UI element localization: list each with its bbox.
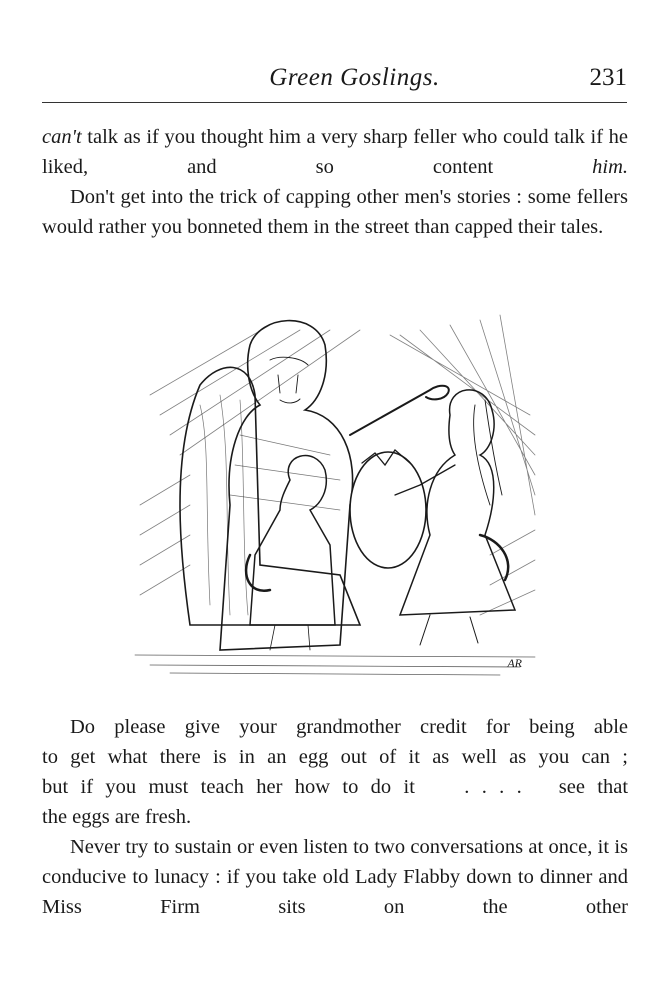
paragraph-1 bbox=[42, 122, 628, 182]
spoon bbox=[350, 386, 449, 435]
running-title: Green Goslings. bbox=[269, 64, 440, 91]
paragraph-3-line-4: the eggs are fresh. bbox=[42, 806, 192, 828]
illustration-signature: AR bbox=[507, 656, 522, 670]
paragraph-3-line-1: Do please give your grandmother credit for being able bbox=[70, 716, 628, 738]
paragraph-3-line-2: to get what there is in an egg out of it as well as you can ; bbox=[42, 746, 628, 768]
paragraph-1-body: talk as if you thought him a very sharp feller who could talk if he liked, and so content bbox=[42, 126, 628, 178]
floor-lines bbox=[135, 655, 535, 675]
background-hatching bbox=[140, 315, 535, 615]
egg bbox=[350, 452, 426, 568]
page-header bbox=[42, 62, 627, 103]
paragraph-3-line-3-end: see that bbox=[558, 776, 629, 798]
italic-word-cant: can't bbox=[42, 126, 82, 148]
small-girl-figure bbox=[250, 456, 335, 625]
paragraph-4: Never try to sustain or even listen to two conversations at once, it is conducive to lunacy : if you take old Lady Flabby down to dinner and Miss Firm sits on the other bbox=[42, 836, 628, 918]
engraving-illustration bbox=[130, 305, 542, 685]
paragraph-2: Don't get into the trick of capping other men's stories : some fellers would rather you bonneted them in the street than capped their tales. bbox=[42, 186, 628, 238]
top-text-block bbox=[42, 122, 628, 242]
paragraph-3-line-3-start: but if you must teach her how to do it bbox=[42, 776, 415, 798]
italic-word-him: him. bbox=[592, 156, 628, 178]
paragraph-3-line-3 bbox=[42, 772, 628, 802]
bottom-text-block bbox=[42, 712, 628, 922]
ellipsis-dots: . . . . bbox=[464, 776, 522, 798]
page-number: 231 bbox=[589, 64, 627, 91]
